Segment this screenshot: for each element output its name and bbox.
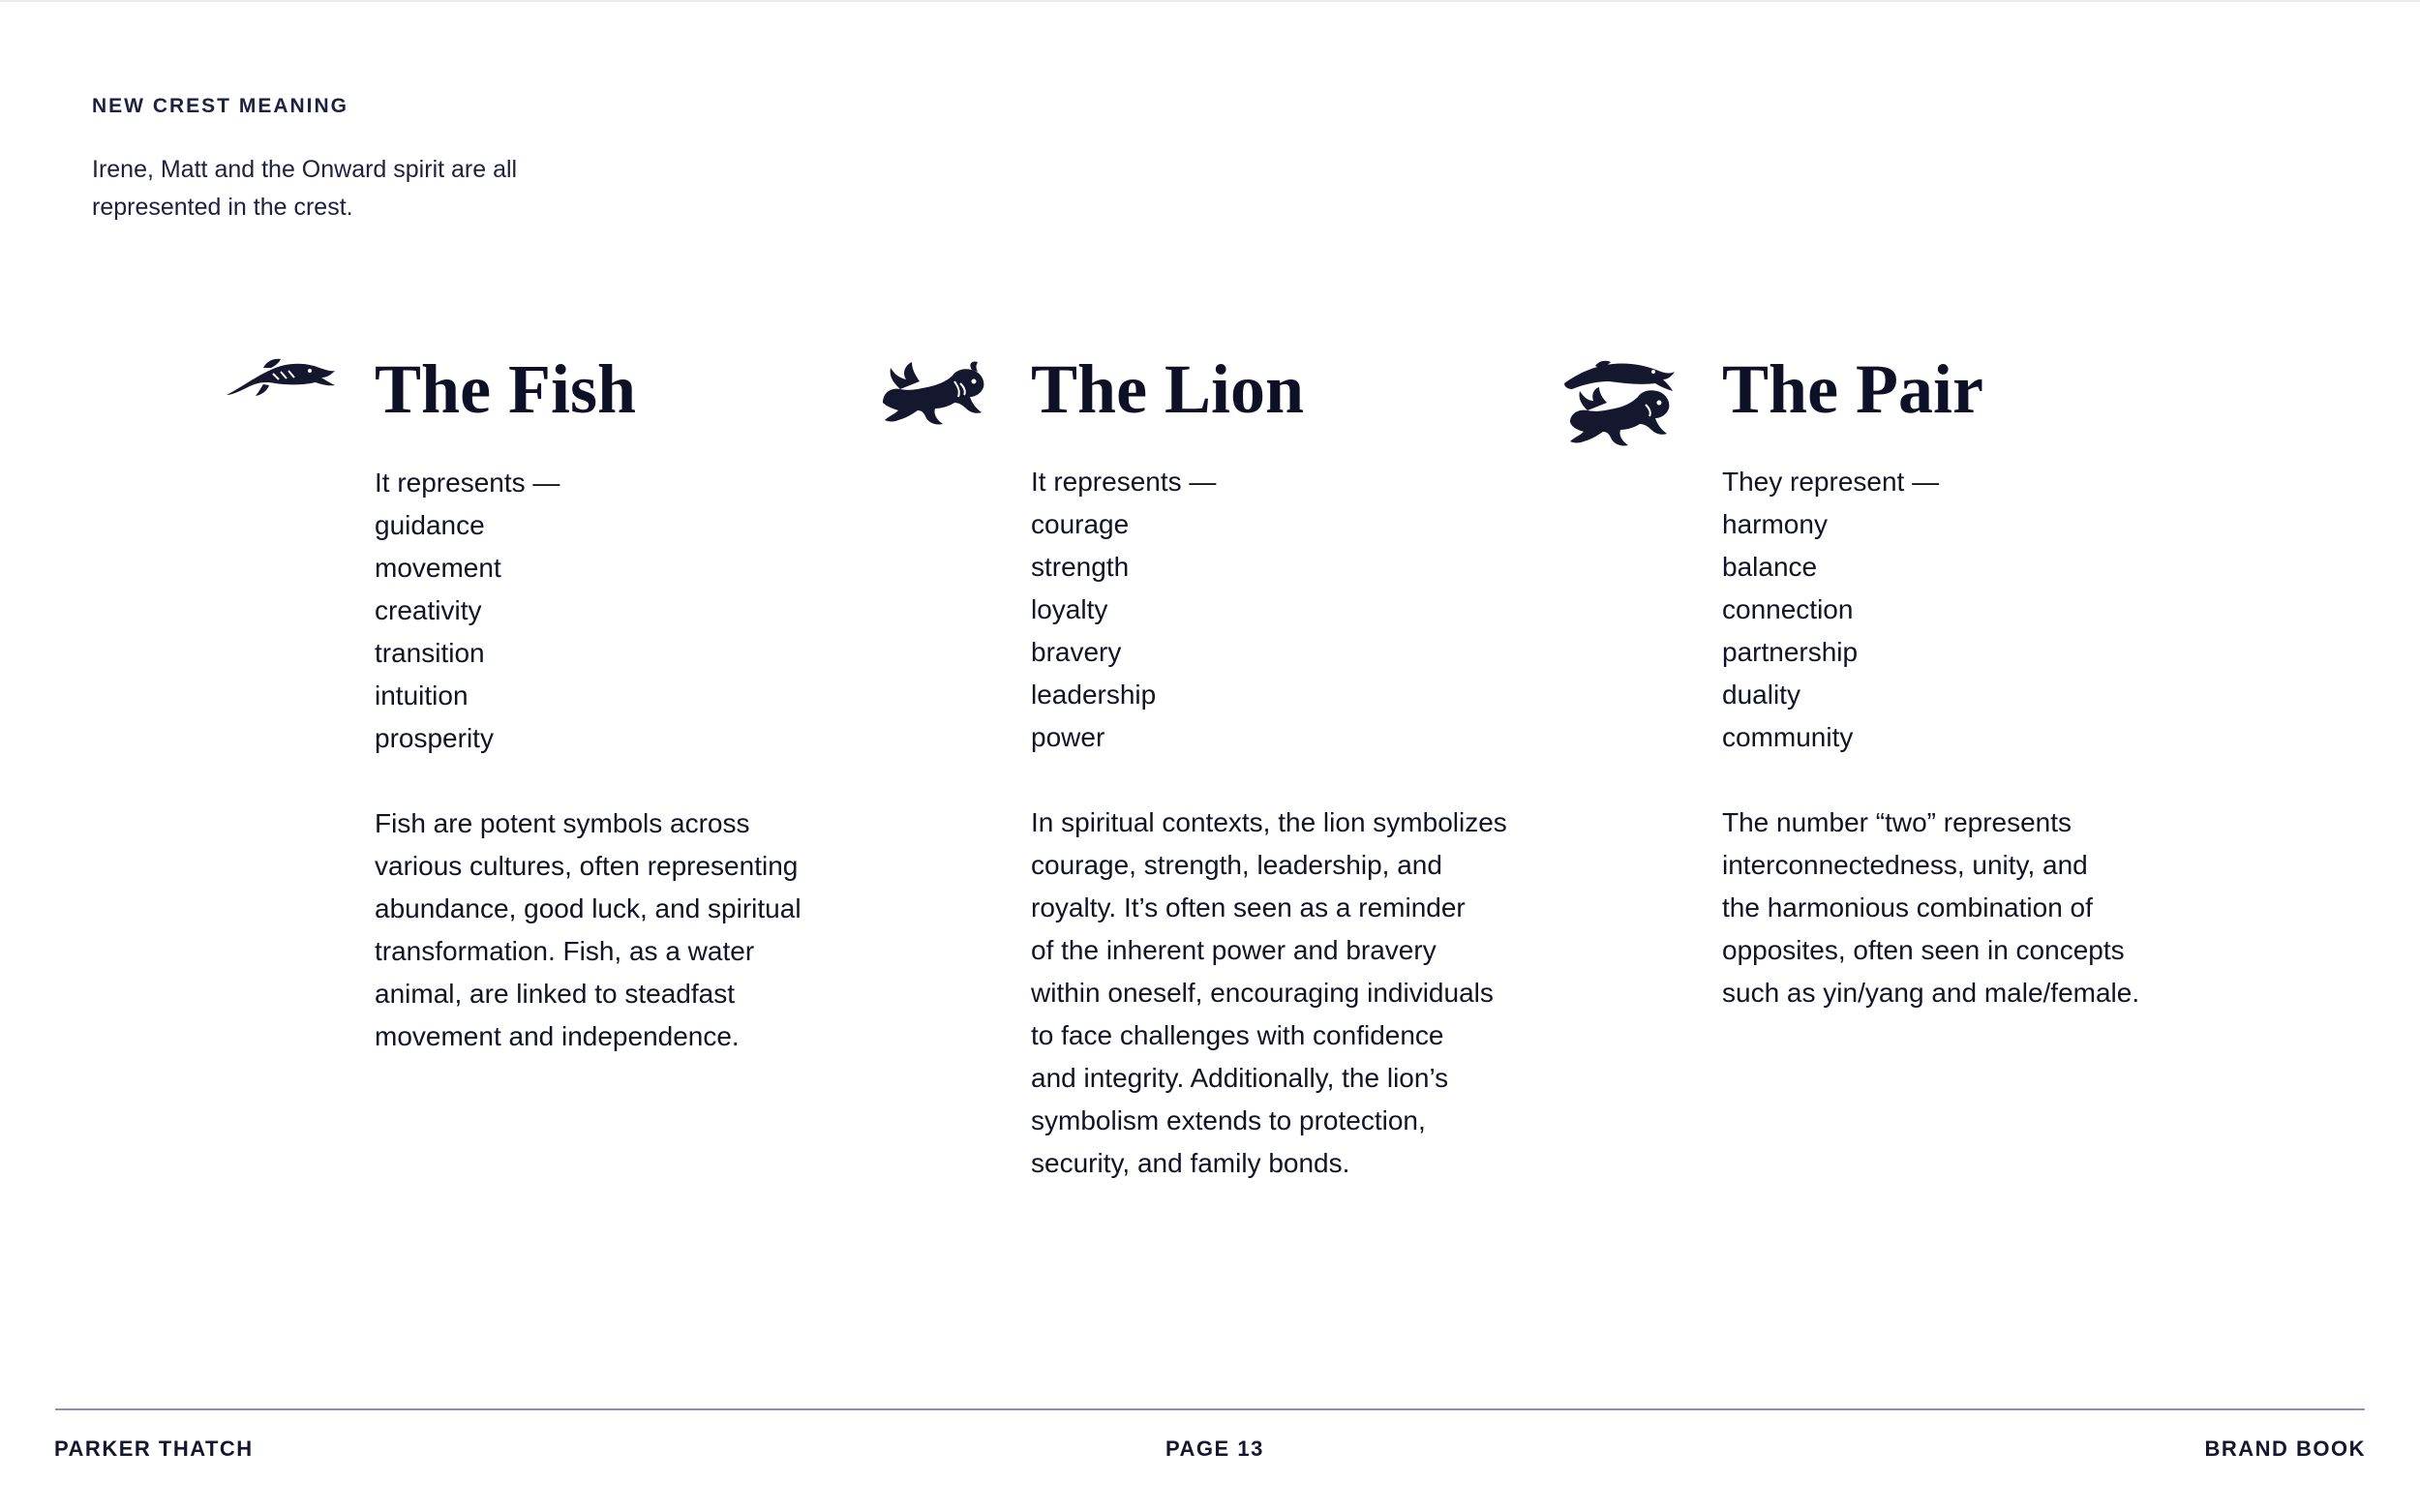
list-item: intuition [375, 680, 469, 711]
description-line: abundance, good luck, and spiritual [375, 893, 802, 923]
footer-document-name: BRAND BOOK [2204, 1436, 2366, 1461]
list-item: strength [1031, 552, 1130, 582]
list-item: It represents — [375, 468, 560, 498]
meaning-list [375, 462, 802, 760]
page-header [92, 95, 634, 227]
list-item: loyalty [1031, 594, 1108, 624]
section-fish [375, 350, 802, 1058]
description-line: various cultures, often representing [375, 851, 799, 881]
section-title: The Lion [1031, 350, 1305, 428]
section-description [1031, 801, 1507, 1185]
description-line: In spiritual contexts, the lion symbolizes [1031, 807, 1507, 837]
list-item: bravery [1031, 637, 1122, 667]
description-line: animal, are linked to steadfast [375, 979, 735, 1009]
section-description [1722, 801, 2139, 1014]
list-item: They represent — [1722, 467, 1940, 497]
footer-brand: PARKER THATCH [54, 1436, 254, 1461]
list-item: power [1031, 722, 1105, 752]
intro-line: represented in the crest. [92, 194, 353, 221]
top-divider [0, 0, 2420, 2]
description-line: transformation. Fish, as a water [375, 936, 755, 966]
footer-divider [55, 1408, 2365, 1410]
list-item: duality [1722, 680, 1800, 710]
description-line: such as yin/yang and male/female. [1722, 978, 2140, 1008]
description-line: movement and independence. [375, 1021, 740, 1051]
description-line: security, and family bonds. [1031, 1148, 1350, 1178]
description-line: of the inherent power and bravery [1031, 935, 1437, 965]
list-item: It represents — [1031, 467, 1217, 497]
list-item: movement [375, 553, 501, 583]
list-item: balance [1722, 552, 1818, 582]
section-title: The Fish [375, 350, 637, 428]
list-item: prosperity [375, 723, 494, 753]
description-line: The number “two” represents [1722, 807, 2072, 837]
section-description [375, 802, 802, 1058]
section-eyebrow: NEW CREST MEANING [92, 95, 348, 117]
page-number: PAGE 13 [1165, 1436, 1264, 1461]
list-item: creativity [375, 595, 482, 625]
lion-icon [877, 360, 987, 430]
section-lion [1031, 350, 1507, 1185]
section-title: The Pair [1722, 350, 1983, 428]
description-line: interconnectedness, unity, and [1722, 850, 2088, 880]
list-item: courage [1031, 509, 1130, 539]
description-line: symbolism extends to protection, [1031, 1105, 1426, 1135]
list-item: guidance [375, 510, 485, 540]
list-item: harmony [1722, 509, 1828, 539]
description-line: and integrity. Additionally, the lion’s [1031, 1063, 1449, 1093]
fish-and-lion-icon [1560, 360, 1677, 457]
list-item: connection [1722, 594, 1854, 624]
description-line: within oneself, encouraging individuals [1031, 978, 1494, 1008]
description-line: courage, strength, leadership, and [1031, 850, 1442, 880]
list-item: transition [375, 638, 485, 668]
section-pair [1722, 350, 2139, 1014]
list-item: leadership [1031, 680, 1157, 710]
description-line: Fish are potent symbols across [375, 808, 750, 838]
description-line: opposites, often seen in concepts [1722, 935, 2125, 965]
list-item: partnership [1722, 637, 1859, 667]
meaning-list [1722, 461, 2139, 759]
description-line: royalty. It’s often seen as a reminder [1031, 892, 1466, 922]
list-item: community [1722, 722, 1854, 752]
description-line: to face challenges with confidence [1031, 1020, 1444, 1050]
description-line: the harmonious combination of [1722, 892, 2093, 922]
intro-line: Irene, Matt and the Onward spirit are all [92, 156, 518, 183]
meaning-list [1031, 461, 1507, 759]
fish-icon [225, 356, 337, 401]
intro-text [92, 151, 634, 227]
